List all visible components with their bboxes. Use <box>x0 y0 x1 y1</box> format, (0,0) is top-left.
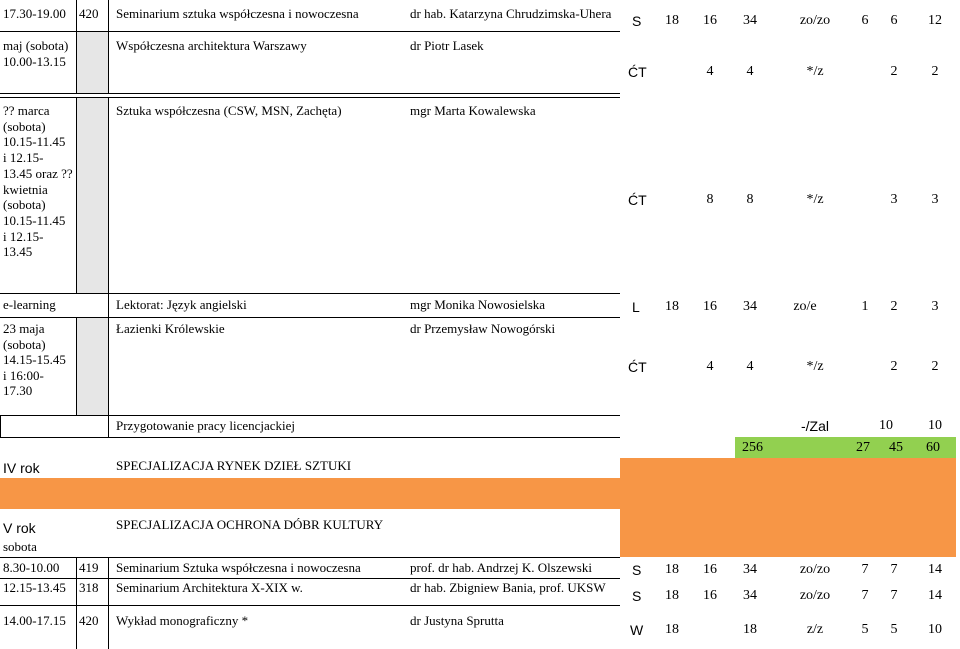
assessment-form: -/Zal <box>801 418 829 434</box>
teacher-name: dr hab. Zbigniew Bania, prof. UKSW <box>410 580 606 595</box>
ects-total: 10 <box>928 622 942 637</box>
ects-2: 6 <box>890 13 898 28</box>
ects-total: 12 <box>928 13 942 28</box>
assessment-form: */z <box>806 192 824 207</box>
room-number: 420 <box>79 6 99 21</box>
class-type: W <box>630 622 644 638</box>
teacher-name: mgr Marta Kowalewska <box>410 103 536 118</box>
empty-column-cell <box>77 317 108 415</box>
hours-total: 34 <box>743 588 757 603</box>
totals-value: 27 <box>856 440 870 455</box>
room-number: 318 <box>79 580 99 595</box>
class-time: maj (sobota) 10.00-13.15 <box>3 38 69 69</box>
assessment-form: */z <box>806 359 824 374</box>
year-label: V rok <box>3 520 36 536</box>
specialization-band <box>620 458 956 478</box>
class-time: 14.00-17.15 <box>3 613 66 628</box>
class-type: L <box>632 299 640 315</box>
totals-value: 256 <box>742 440 763 455</box>
hours-1: 18 <box>665 299 679 314</box>
hours-2: 8 <box>746 192 754 207</box>
ects-total: 2 <box>931 64 939 79</box>
course-name: Przygotowanie pracy licencjackiej <box>116 418 296 433</box>
hours-1: 18 <box>665 562 679 577</box>
course-name: Wykład monograficzny * <box>116 613 249 628</box>
assessment-form: zo/zo <box>799 588 831 603</box>
specialization-band <box>620 509 956 557</box>
ects-total: 2 <box>931 359 939 374</box>
class-type: S <box>632 562 642 578</box>
ects-2: 2 <box>890 299 898 314</box>
ects-2: 10 <box>879 418 893 433</box>
hours-total: 34 <box>743 299 757 314</box>
ects-2: 2 <box>890 359 898 374</box>
hours-2: 4 <box>746 359 754 374</box>
course-name: Seminarium Architektura X-XIX w. <box>116 580 303 595</box>
hours-2: 16 <box>703 13 717 28</box>
ects-total: 3 <box>931 299 939 314</box>
ects-2: 3 <box>890 192 898 207</box>
ects-1: 1 <box>861 299 869 314</box>
class-time: ?? marca (sobota) 10.15-11.45 i 12.15- 13.45 oraz ?? kwietnia (sobota) 10.15-11.45 i 12.15- 13.45 <box>3 103 73 260</box>
hours-1: 18 <box>665 13 679 28</box>
hours-total: 18 <box>743 622 757 637</box>
ects-2: 2 <box>890 64 898 79</box>
totals-value: 45 <box>889 440 903 455</box>
class-time: 23 maja (sobota) 14.15-15.45 i 16:00- 17.30 <box>3 321 66 398</box>
ects-1: 6 <box>861 13 869 28</box>
class-time: e-learning <box>3 297 56 312</box>
specialization-title: SPECJALIZACJA RYNEK DZIEŁ SZTUKI <box>116 458 352 473</box>
room-number: 420 <box>79 613 99 628</box>
totals-value: 60 <box>926 440 940 455</box>
ects-1: 5 <box>861 622 869 637</box>
hours-2: 16 <box>703 299 717 314</box>
hours-1: 4 <box>706 64 714 79</box>
assessment-form: z/z <box>806 622 824 637</box>
day-label: sobota <box>3 539 37 554</box>
ects-1: 7 <box>861 562 869 577</box>
course-name: Lektorat: Język angielski <box>116 297 247 312</box>
hours-2: 16 <box>703 562 717 577</box>
year-label: IV rok <box>3 460 40 476</box>
empty-column-cell <box>77 97 108 293</box>
class-time: 8.30-10.00 <box>3 560 60 575</box>
specialization-band <box>0 478 956 509</box>
hours-2: 4 <box>746 64 754 79</box>
ects-2: 7 <box>890 562 898 577</box>
course-name: Łazienki Królewskie <box>116 321 225 336</box>
ects-2: 7 <box>890 588 898 603</box>
hours-1: 4 <box>706 359 714 374</box>
class-time: 12.15-13.45 <box>3 580 66 595</box>
assessment-form: zo/zo <box>799 13 831 28</box>
specialization-title: SPECJALIZACJA OCHRONA DÓBR KULTURY <box>116 517 384 532</box>
course-name: Sztuka współczesna (CSW, MSN, Zachęta) <box>116 103 342 118</box>
course-name: Seminarium Sztuka współczesna i nowoczesna <box>116 560 361 575</box>
ects-total: 3 <box>931 192 939 207</box>
assessment-form: */z <box>806 64 824 79</box>
room-number: 419 <box>79 560 99 575</box>
empty-column-cell <box>77 32 108 93</box>
class-type: ĆT <box>628 192 647 208</box>
teacher-name: dr hab. Katarzyna Chrudzimska-Uhera <box>410 6 612 21</box>
course-name: Współczesna architektura Warszawy <box>116 38 307 53</box>
ects-2: 5 <box>890 622 898 637</box>
class-type: ĆT <box>628 64 647 80</box>
hours-1: 18 <box>665 622 679 637</box>
hours-total: 34 <box>743 13 757 28</box>
assessment-form: zo/zo <box>799 562 831 577</box>
ects-1: 7 <box>861 588 869 603</box>
class-time: 17.30-19.00 <box>3 6 66 21</box>
class-type: S <box>632 13 642 29</box>
hours-total: 34 <box>743 562 757 577</box>
hours-1: 18 <box>665 588 679 603</box>
teacher-name: mgr Monika Nowosielska <box>410 297 546 312</box>
teacher-name: dr Przemysław Nowogórski <box>410 321 556 336</box>
ects-total: 14 <box>928 588 942 603</box>
class-type: S <box>632 588 642 604</box>
assessment-form: zo/e <box>793 299 817 314</box>
class-type: ĆT <box>628 359 647 375</box>
hours-1: 8 <box>706 192 714 207</box>
hours-2: 16 <box>703 588 717 603</box>
teacher-name: prof. dr hab. Andrzej K. Olszewski <box>410 560 592 575</box>
ects-total: 14 <box>928 562 942 577</box>
ects-total: 10 <box>928 418 942 433</box>
teacher-name: dr Justyna Sprutta <box>410 613 504 628</box>
course-name: Seminarium sztuka współczesna i nowoczesna <box>116 6 359 21</box>
teacher-name: dr Piotr Lasek <box>410 38 484 53</box>
